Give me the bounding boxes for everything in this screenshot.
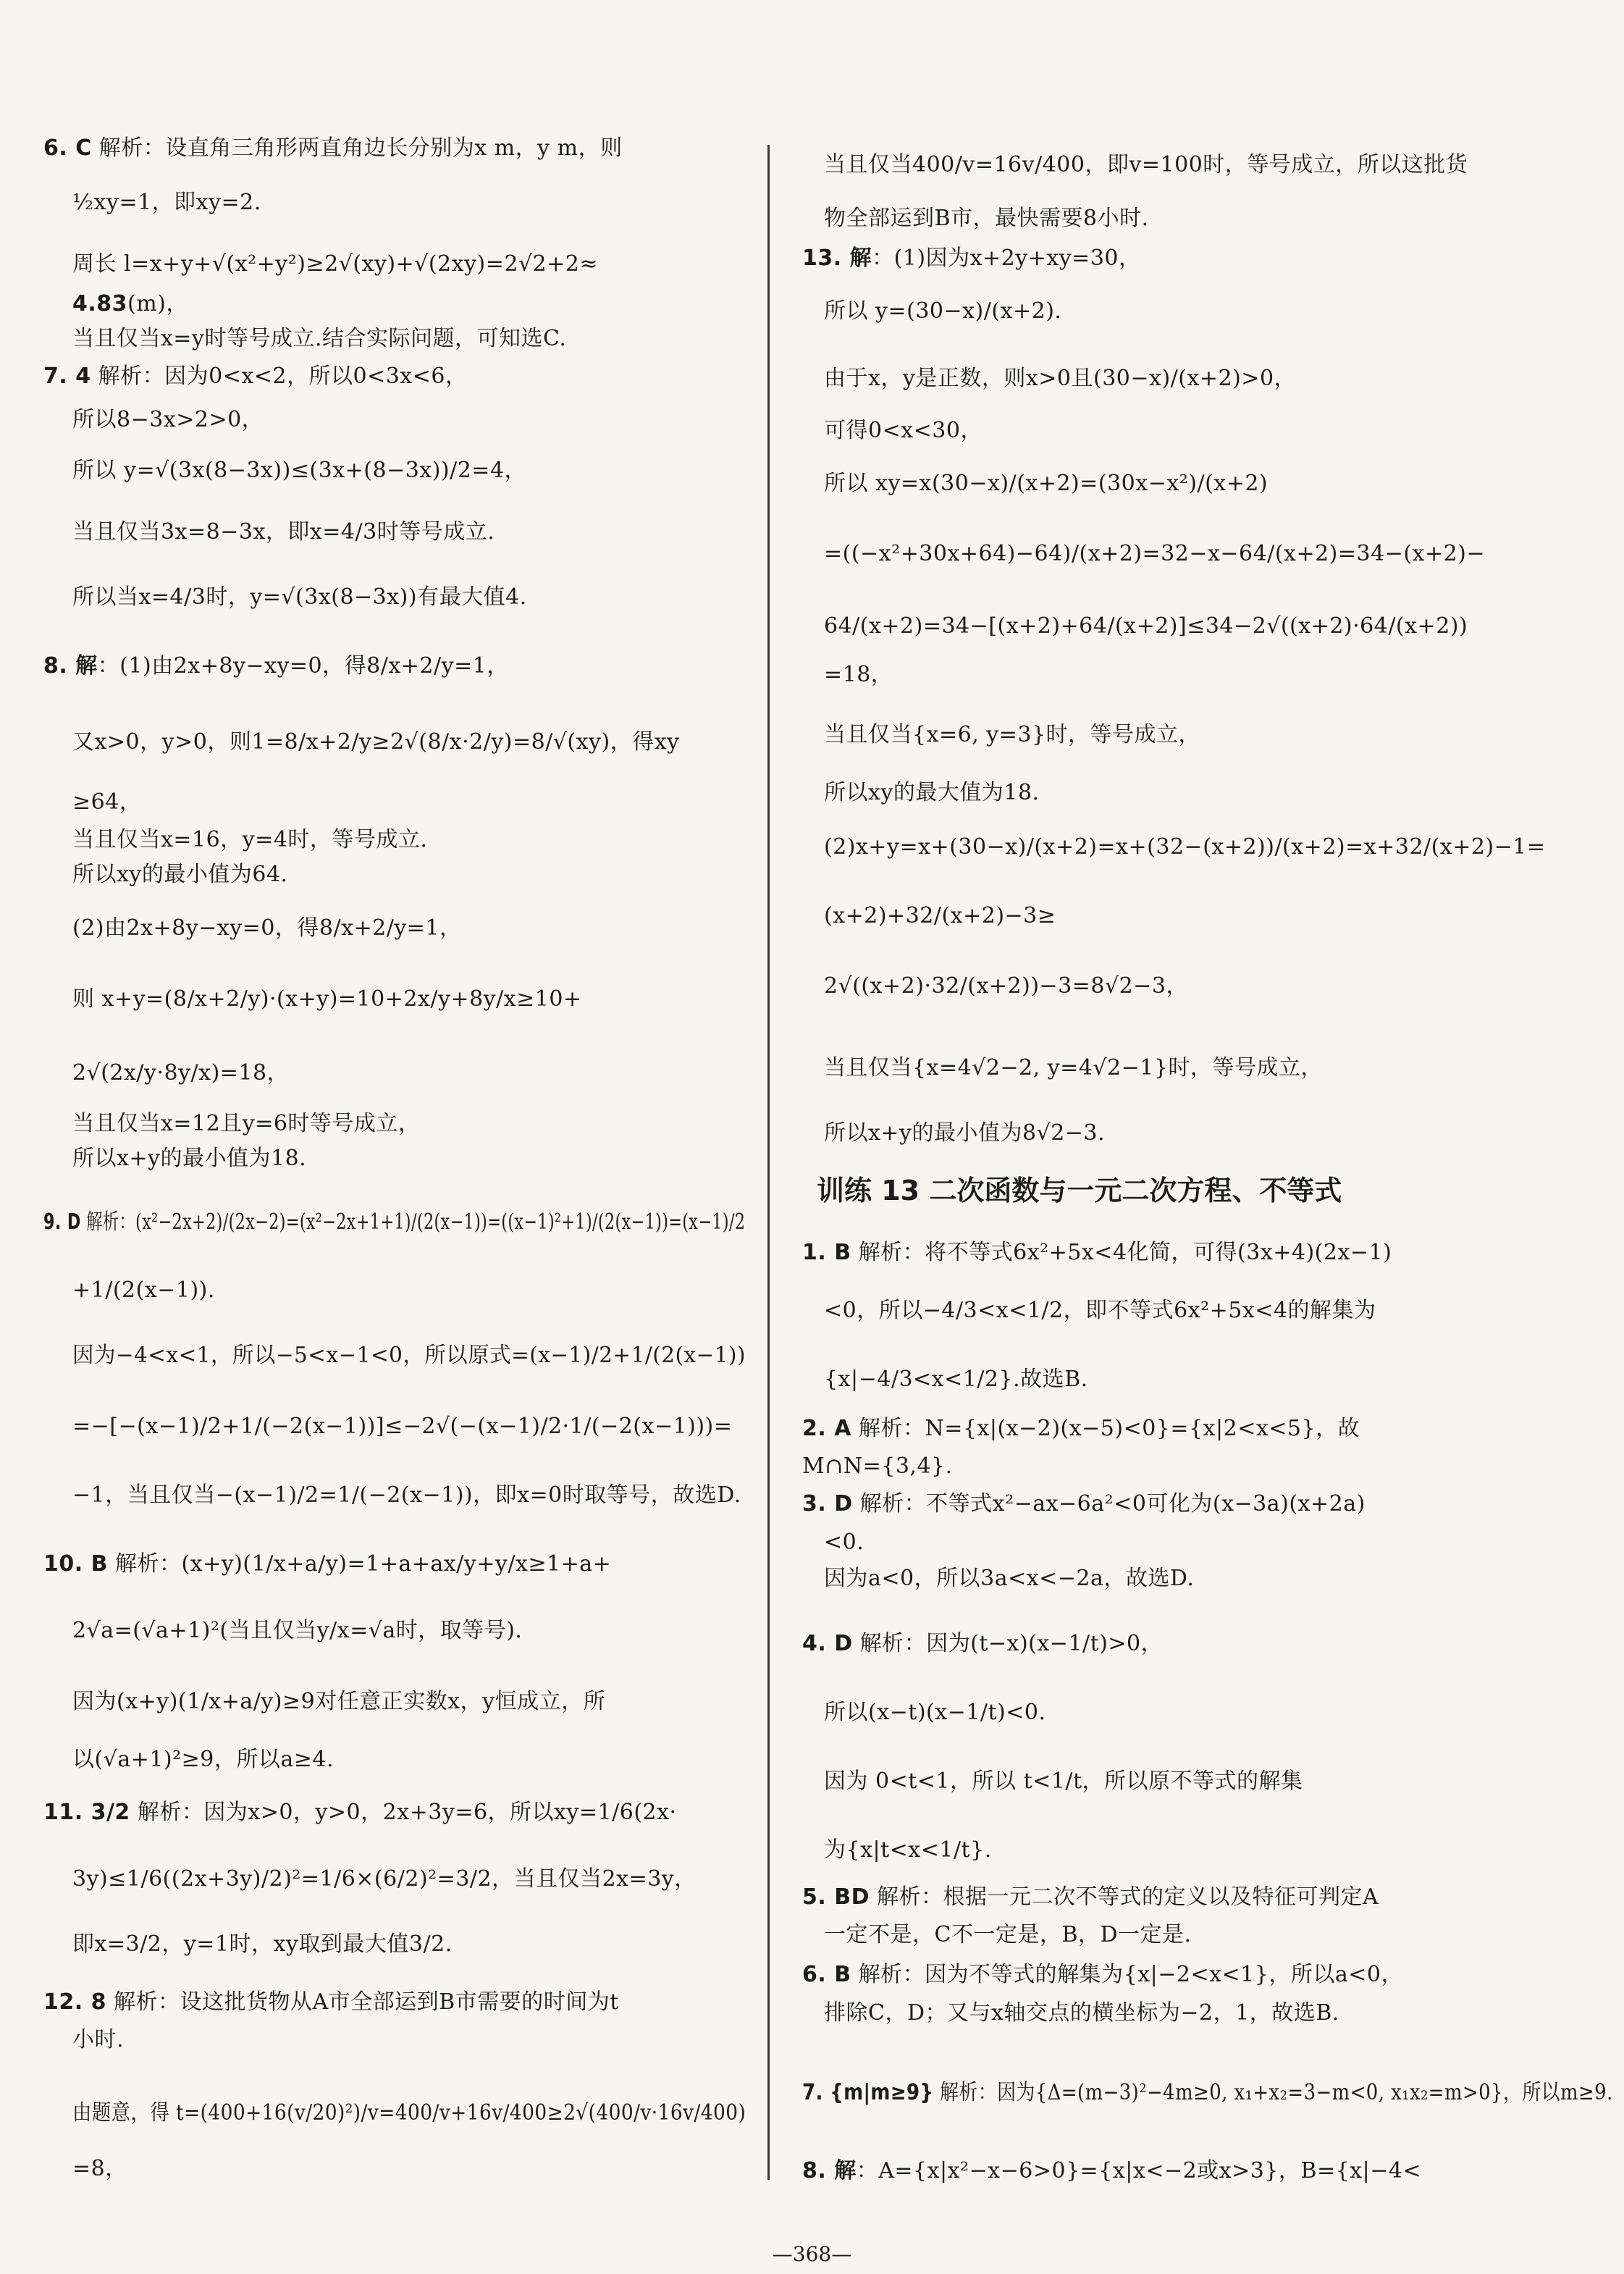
right-text-line: 2. A 解析：N={x|(x−2)(x−5)<0}={x|2<x<5}，故 <box>802 1416 1360 1441</box>
problem-label: 4.83 <box>72 291 128 316</box>
left-text-line: 8. 解：(1)由2x+8y−xy=0，得8/x+2/y=1， <box>43 653 509 679</box>
left-text-line: ½xy=1，即xy=2. <box>72 190 261 215</box>
left-text-line: 因为(x+y)(1/x+a/y)≥9对任意正实数x，y恒成立，所 <box>72 1689 606 1714</box>
left-text-line: 当且仅当x=y时等号成立.结合实际问题，可知选C. <box>72 326 567 351</box>
right-text-line: 因为 0<t<1，所以 t<1/t，所以原不等式的解集 <box>824 1769 1303 1794</box>
left-text-line: 所以8−3x>2>0， <box>72 407 264 432</box>
left-text-line: 2√a=(√a+1)²(当且仅当y/x=√a时，取等号). <box>72 1618 523 1643</box>
right-text-line: =18， <box>824 662 893 687</box>
left-text-line: 4.83(m)， <box>72 291 188 316</box>
right-text-line: (x+2)+32/(x+2)−3≥ <box>824 903 1056 928</box>
left-text-line: 因为−4<x<1，所以−5<x−1<0，所以原式=(x−1)/2+1/(2(x−1)) <box>72 1343 746 1368</box>
right-text-line: 5. BD 解析：根据一元二次不等式的定义以及特征可判定A <box>802 1884 1379 1910</box>
right-text-line: 当且仅当{x=4√2−2, y=4√2−1}时，等号成立， <box>824 1055 1323 1081</box>
right-text-line: 物全部运到B市，最快需要8小时. <box>824 206 1149 231</box>
left-text-line: 6. C 解析：设直角三角形两直角边长分别为x m，y m，则 <box>43 135 623 161</box>
right-text-line: 8. 解：A={x|x²−x−6>0}={x|x<−2或x>3}，B={x|−4< <box>802 2158 1422 2183</box>
problem-label: 7. {m|m≥9} <box>802 2080 934 2105</box>
left-text-line: (2)由2x+8y−xy=0，得8/x+2/y=1， <box>72 915 462 941</box>
left-text-line: 2√(2x/y·8y/x)=18， <box>72 1060 290 1086</box>
left-text-line: 周长 l=x+y+√(x²+y²)≥2√(xy)+√(2xy)=2√2+2≈ <box>72 251 599 277</box>
right-text-line: 4. D 解析：因为(t−x)(x−1/t)>0， <box>802 1631 1164 1656</box>
left-text-line: 则 x+y=(8/x+2/y)·(x+y)=10+2x/y+8y/x≥10+ <box>72 986 582 1012</box>
problem-label: 13. 解 <box>802 246 872 271</box>
right-text-line: 64/(x+2)=34−[(x+2)+64/(x+2)]≤34−2√((x+2)·64/(x+2)) <box>824 613 1468 639</box>
right-text-line: <0，所以−4/3<x<1/2，即不等式6x²+5x<4的解集为 <box>824 1298 1376 1323</box>
right-text-line: <0. <box>824 1530 864 1555</box>
left-text-line: 所以 y=√(3x(8−3x))≤(3x+(8−3x))/2=4， <box>72 458 527 483</box>
left-text-line: 即x=3/2，y=1时，xy取到最大值3/2. <box>72 1931 453 1957</box>
left-text-line: 以(√a+1)²≥9，所以a≥4. <box>72 1747 335 1772</box>
right-text-line: 3. D 解析：不等式x²−ax−6a²<0可化为(x−3a)(x+2a) <box>802 1491 1366 1516</box>
problem-label: 1. B <box>802 1240 851 1265</box>
problem-label: 8. 解 <box>802 2158 857 2183</box>
problem-label: 6. C <box>43 135 92 161</box>
left-text-line: 当且仅当x=16，y=4时，等号成立. <box>72 827 428 852</box>
right-text-line: 排除C，D；又与x轴交点的横坐标为−2，1，故选B. <box>824 2000 1339 2026</box>
left-text-line: 当且仅当3x=8−3x，即x=4/3时等号成立. <box>72 519 495 545</box>
left-text-line: 11. 3/2 解析：因为x>0，y>0，2x+3y=6，所以xy=1/6(2x· <box>43 1800 677 1825</box>
right-text-line: =((−x²+30x+64)−64)/(x+2)=32−x−64/(x+2)=34−(x+2)− <box>824 541 1486 566</box>
right-text-line: 所以 xy=x(30−x)/(x+2)=(30x−x²)/(x+2) <box>824 471 1269 496</box>
left-text-line: 所以xy的最小值为64. <box>72 862 288 887</box>
right-text-line: 所以x+y的最小值为8√2−3. <box>824 1120 1106 1146</box>
right-text-line: 2√((x+2)·32/(x+2))−3=8√2−3， <box>824 973 1188 999</box>
left-text-line: 所以当x=4/3时，y=√(3x(8−3x))有最大值4. <box>72 584 527 610</box>
page-number: —368— <box>772 2242 852 2266</box>
right-text-line: 可得0<x<30， <box>824 418 983 443</box>
problem-label: 4. D <box>802 1631 853 1656</box>
problem-label: 3. D <box>802 1491 853 1516</box>
problem-label: 9. D <box>43 1209 81 1235</box>
problem-label: 2. A <box>802 1416 851 1441</box>
problem-label: 8. 解 <box>43 653 98 679</box>
left-text-line: 3y)≤1/6((2x+3y)/2)²=1/6×(6/2)²=3/2，当且仅当2x=3y， <box>72 1866 697 1892</box>
problem-label: 11. 3/2 <box>43 1800 130 1825</box>
left-text-line: 10. B 解析：(x+y)(1/x+a/y)=1+a+ax/y+y/x≥1+a+ <box>43 1551 612 1577</box>
left-text-line: 所以x+y的最小值为18. <box>72 1146 307 1171</box>
left-text-line: −1，当且仅当−(x−1)/2=1/(−2(x−1))，即x=0时取等号，故选D. <box>72 1482 741 1508</box>
left-text-line: 由题意，得 t=(400+16(v/20)²)/v=400/v+16v/400≥2√(400/v·16v/400) <box>72 2100 746 2126</box>
left-text-line: =−[−(x−1)/2+1/(−2(x−1))]≤−2√(−(x−1)/2·1/(−2(x−1)))= <box>72 1414 733 1439</box>
right-text-line: {x|−4/3<x<1/2}.故选B. <box>824 1367 1088 1392</box>
right-text-line: 13. 解：(1)因为x+2y+xy=30， <box>802 246 1141 271</box>
right-text-line: 7. {m|m≥9} 解析：因为{Δ=(m−3)²−4m≥0, x₁+x₂=3−m<0, x₁x₂=m>0}，所以m≥9. <box>802 2080 1613 2105</box>
left-text-line: 当且仅当x=12且y=6时等号成立， <box>72 1111 421 1136</box>
right-text-line: 当且仅当{x=6, y=3}时，等号成立， <box>824 722 1201 747</box>
right-text-line: 一定不是，C不一定是，B，D一定是. <box>824 1922 1192 1947</box>
right-text-line: 为{x|t<x<1/t}. <box>824 1837 992 1863</box>
right-text-line: M∩N={3,4}. <box>802 1453 953 1479</box>
left-text-line: 小时. <box>72 2027 125 2052</box>
column-divider <box>767 145 770 2180</box>
right-text-line: 因为a<0，所以3a<x<−2a，故选D. <box>824 1566 1195 1591</box>
left-text-line: 7. 4 解析：因为0<x<2，所以0<3x<6， <box>43 364 468 389</box>
problem-label: 6. B <box>802 1962 851 1987</box>
right-text-line: 当且仅当400/v=16v/400，即v=100时，等号成立，所以这批货 <box>824 152 1468 177</box>
left-text-line: 12. 8 解析：设这批货物从A市全部运到B市需要的时间为t <box>43 1989 619 2015</box>
problem-label: 12. 8 <box>43 1989 106 2015</box>
problem-label: 5. BD <box>802 1884 870 1910</box>
left-text-line: ≥64， <box>72 789 142 815</box>
problem-label: 7. 4 <box>43 364 91 389</box>
left-text-line: +1/(2(x−1)). <box>72 1277 215 1303</box>
left-text-line: 又x>0，y>0，则1=8/x+2/y≥2√(8/x·2/y)=8/√(xy)，得xy <box>72 729 680 755</box>
section-title: 训练 13 二次函数与一元二次方程、不等式 <box>817 1175 1342 1207</box>
right-text-line: 所以 y=(30−x)/(x+2). <box>824 298 1062 324</box>
left-text-line: =8， <box>72 2156 127 2181</box>
right-text-line: 由于x，y是正数，则x>0且(30−x)/(x+2)>0， <box>824 366 1297 391</box>
right-text-line: 所以xy的最大值为18. <box>824 780 1040 805</box>
right-text-line: (2)x+y=x+(30−x)/(x+2)=x+(32−(x+2))/(x+2)=x+32/(x+2)−1= <box>824 834 1546 860</box>
right-text-line: 所以(x−t)(x−1/t)<0. <box>824 1700 1046 1725</box>
left-text-line: 9. D 解析：(x²−2x+2)/(2x−2)=(x²−2x+1+1)/(2(x−1))=((x−1)²+1)/(2(x−1))=(x−1)/2 <box>43 1209 746 1235</box>
problem-label: 10. B <box>43 1551 108 1577</box>
right-text-line: 1. B 解析：将不等式6x²+5x<4化简，可得(3x+4)(2x−1) <box>802 1240 1392 1265</box>
right-text-line: 6. B 解析：因为不等式的解集为{x|−2<x<1}，所以a<0， <box>802 1962 1403 1987</box>
